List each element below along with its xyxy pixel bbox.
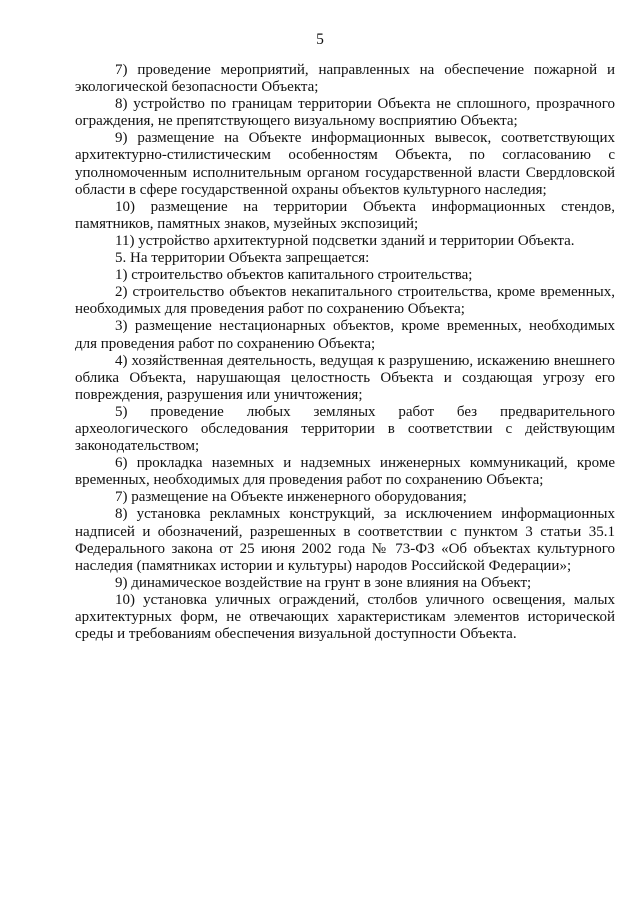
paragraph-item-9-signage: 9) размещение на Объекте информационных вывесок, соответствующих архитектурно-стилистическим особенностям Объекта, по согласованию с уполномоченным исполнительным органом государственной власти Свердловской области в сфере государственной охраны объектов культурного наследия;: [75, 130, 615, 198]
paragraph-prohibited-4: 4) хозяйственная деятельность, ведущая к разрушению, искажению внешнего облика Объекта, нарушающая целостность Объекта и создающая угрозу его повреждения, разрушения или уничтожения;: [75, 352, 615, 403]
paragraph-item-8-fence: 8) устройство по границам территории Объекта не сплошного, прозрачного ограждения, не препятствующего визуальному восприятию Объекта;: [75, 96, 615, 130]
paragraph-prohibited-2: 2) строительство объектов некапитального строительства, кроме временных, необходимых для проведения работ по сохранению Объекта;: [75, 284, 615, 318]
paragraph-item-11-lighting: 11) устройство архитектурной подсветки зданий и территории Объекта.: [115, 232, 575, 249]
paragraph-prohibited-1: 1) строительство объектов капитального строительства;: [115, 267, 473, 284]
paragraph-prohibited-9: 9) динамическое воздействие на грунт в зоне влияния на Объект;: [115, 574, 532, 591]
document-body: [75, 62, 615, 643]
paragraph-prohibited-10: 10) установка уличных ограждений, столбов уличного освещения, малых архитектурных форм, не отвечающих характеристикам элементов исторической среды и требованиям обеспечения визуальной доступности Объекта.: [75, 591, 615, 643]
paragraph-prohibited-8: 8) установка рекламных конструкций, за исключением информационных надписей и обозначений, разрешенных в соответствии с пунктом 3 статьи 35.1 Федерального закона от 25 июня 2002 года № 73-ФЗ «Об объектах культурного наследия (памятниках истории и культуры) народов Российской Федерации»;: [75, 506, 615, 574]
page-number: 5: [316, 31, 324, 48]
paragraph-item-10-stands: 10) размещение на территории Объекта информационных стендов, памятников, памятных знаков, музейных экспозиций;: [75, 198, 615, 232]
paragraph-prohibited-7: 7) размещение на Объекте инженерного оборудования;: [115, 489, 467, 506]
section-heading-prohibited: 5. На территории Объекта запрещается:: [115, 250, 370, 267]
paragraph-item-7-fire-safety: 7) проведение мероприятий, направленных на обеспечение пожарной и экологической безопасности Объекта;: [75, 62, 615, 96]
paragraph-prohibited-5: 5) проведение любых земляных работ без предварительного археологического обследования территории в соответствии с действующим законодательством;: [75, 403, 615, 455]
paragraph-prohibited-6: 6) прокладка наземных и надземных инженерных коммуникаций, кроме временных, необходимых для проведения работ по сохранению Объекта;: [75, 455, 615, 489]
paragraph-prohibited-3: 3) размещение нестационарных объектов, кроме временных, необходимых для проведения работ по сохранению Объекта;: [75, 318, 615, 352]
